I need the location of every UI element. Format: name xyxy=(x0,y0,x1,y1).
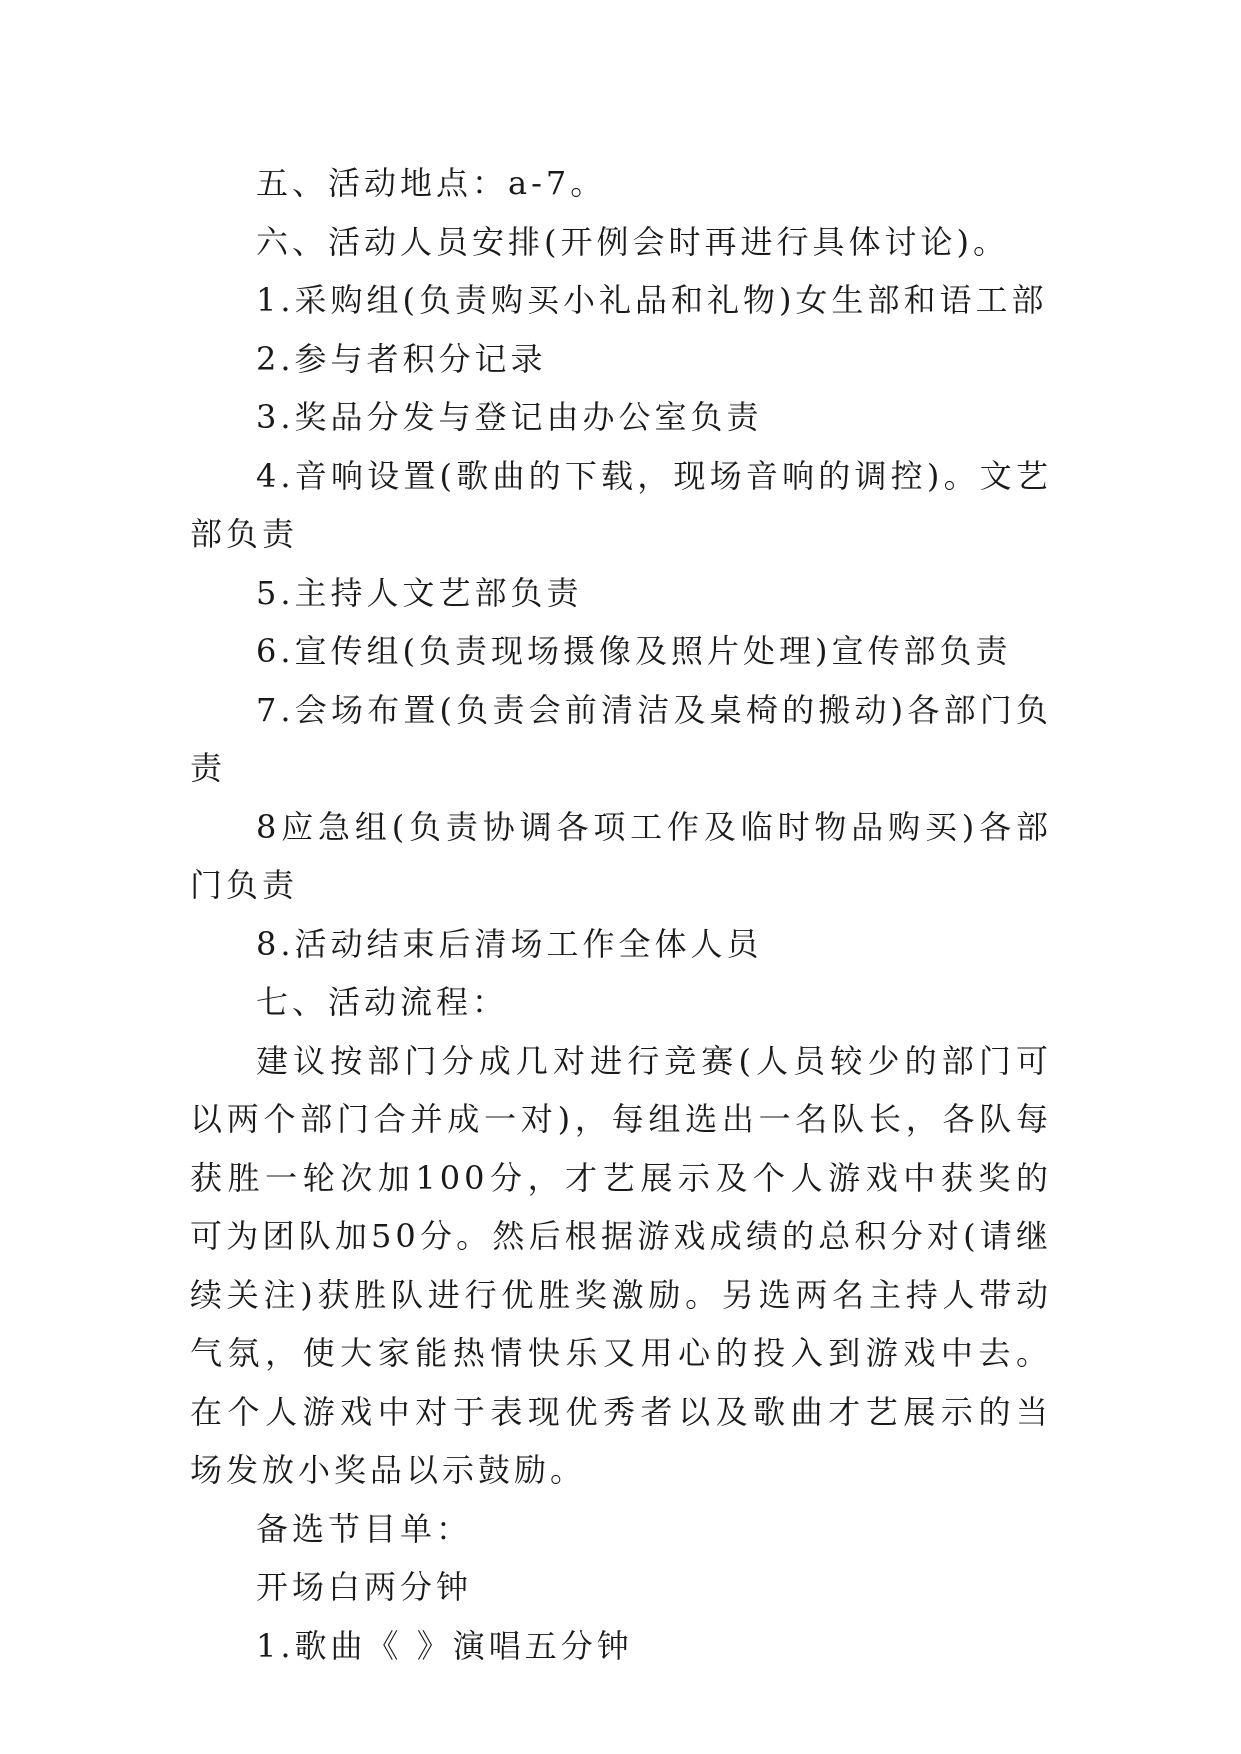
paragraph-process-heading: 七、活动流程： xyxy=(256,983,509,1021)
paragraph-publicity-group: 6.宣传组(负责现场摄像及照片处理)宣传部负责 xyxy=(256,632,1012,670)
paragraph-staff-arrangement: 六、活动人员安排(开例会时再进行具体讨论)。 xyxy=(256,222,1009,261)
paragraph-process-description: 建议按部门分成几对进行竞赛(人员较少的部门可以两个部门合并成一对)，每组选出一名队长，各队每获胜一轮次加100分，才艺展示及个人游戏中获奖的可为团队加50分。然后根据游戏成绩的总积分对(请继续关注)获胜队进行优胜奖激励。另选两名主持人带动气氛，使大家能热情快乐又用心的投入到游戏中去。在个人游戏中对于表现优秀者以及歌曲才艺展示的当场发放小奖品以示鼓励。 xyxy=(190,1041,1052,1489)
paragraph-opening: 开场白两分钟 xyxy=(256,1568,473,1606)
paragraph-prize-distribution: 3.奖品分发与登记由办公室负责 xyxy=(256,398,763,436)
paragraph-cleanup: 8.活动结束后清场工作全体人员 xyxy=(256,924,763,963)
paragraph-song: 1.歌曲《 》演唱五分钟 xyxy=(256,1626,633,1665)
paragraph-score-record: 2.参与者积分记录 xyxy=(256,339,547,378)
document-body xyxy=(190,154,1052,1675)
paragraph-emergency-group: 8应急组(负责协调各项工作及临时物品购买)各部门负责 xyxy=(190,807,1052,904)
paragraph-host: 5.主持人文艺部负责 xyxy=(256,573,583,612)
paragraph-purchasing-group: 1.采购组(负责购买小礼品和礼物)女生部和语工部 xyxy=(256,281,1048,319)
paragraph-venue: 五、活动地点：a-7。 xyxy=(256,164,607,202)
paragraph-sound-setup: 4.音响设置(歌曲的下载，现场音响的调控)。文艺部负责 xyxy=(190,456,1052,553)
paragraph-program-list-heading: 备选节目单： xyxy=(256,1509,473,1548)
paragraph-venue-setup: 7.会场布置(负责会前清洁及桌椅的搬动)各部门负责 xyxy=(190,690,1052,787)
